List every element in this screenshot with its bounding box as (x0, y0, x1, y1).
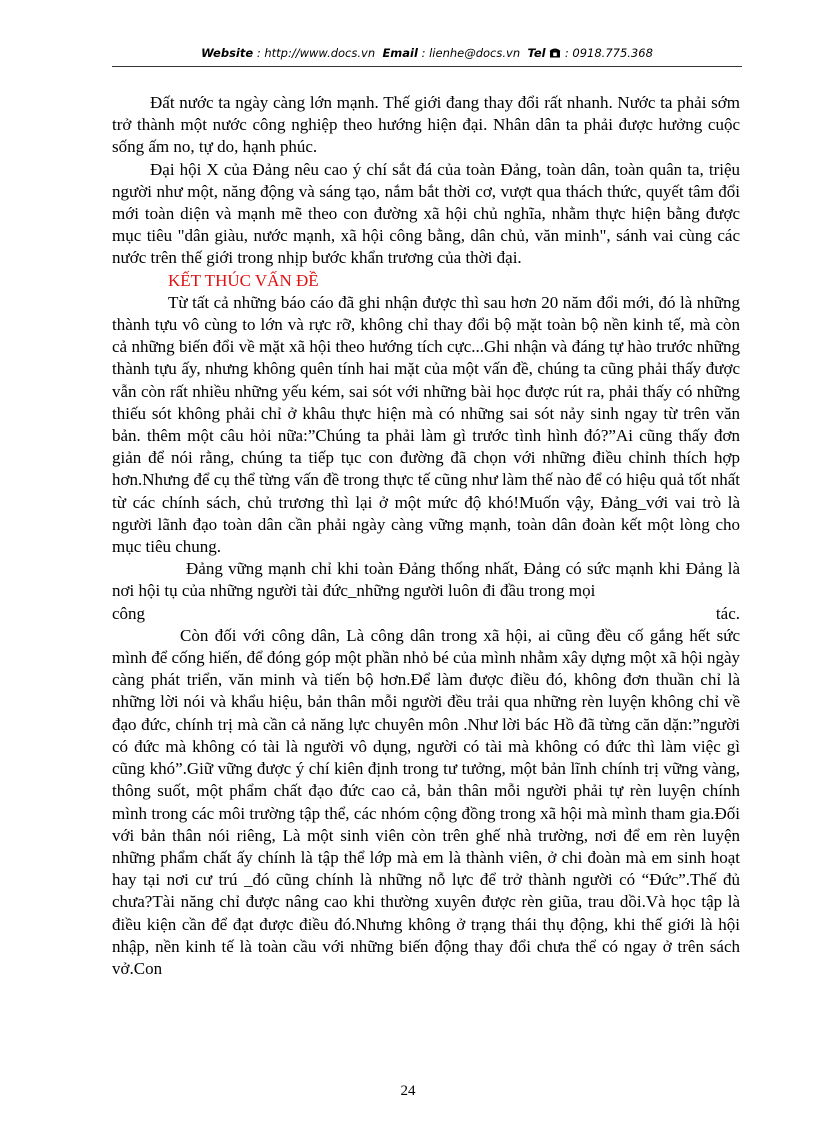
paragraph-4 (112, 558, 740, 602)
paragraph-2: Đại hội X của Đảng nêu cao ý chí sắt đá của toàn Đảng, toàn dân, toàn quân ta, triệu người như một, năng động và sáng tạo, nắm bắt thời cơ, vượt qua thách thức, quyết tâm đổi mới toàn diện và mạnh mẽ theo con đường xã hội chủ nghĩa, nhằm thực hiện bằng được mục tiêu "dân giàu, nước mạnh, xã hội công bằng, dân chủ, văn minh", sánh vai cùng các nước trên thế giới trong nhịp bước khẩn trương của thời đại. (112, 159, 740, 268)
page-number: 24 (400, 1083, 416, 1099)
email-label: Email (382, 46, 418, 60)
paragraph-4-last-line: công tác. (112, 603, 740, 623)
page-header (112, 46, 742, 60)
email-value: : lienhe@docs.vn (421, 46, 521, 60)
website-value: : http://www.docs.vn (256, 46, 376, 60)
tel-value: : 0918.775.368 (564, 46, 653, 60)
phone-icon (549, 46, 561, 60)
paragraph-4-text: Đảng vững mạnh chỉ khi toàn Đảng thống nhất, Đảng có sức mạnh khi Đảng là nơi hội tụ của những người tài đức_những người luôn đi đầu trong mọi (112, 559, 740, 601)
tel-label: Tel (527, 46, 546, 60)
website-label: Website (201, 46, 254, 60)
paragraph-3: Từ tất cả những báo cáo đã ghi nhận được thì sau hơn 20 năm đổi mới, đó là những thành tựu vô cùng to lớn và rực rỡ, không chỉ thay đổi bộ mặt toàn bộ nền kinh tế, mà còn cả những biến đổi về mặt xã hội theo hướng tích cực...Ghi nhận và đáng tự hào trước những thành tựu ấy, nhưng không quên tính hai mặt của một vấn đề, chúng ta cũng phải thấy được vẫn còn rất nhiều những yếu kém, sai sót với những bài học được rút ra, phải thấy có những thiếu sót không phải chỉ ở khâu thực hiện mà có những sai sót nảy sinh ngay từ trên văn bản. thêm một câu hỏi nữa:”Chúng ta phải làm gì trước tình hình đó?”Ai cũng thấy đơn giản để nói rằng, chúng ta tiếp tục con đường đã chọn với những điều chỉnh thích hợp hơn.Nhưng để cụ thể từng vấn đề trong thực tế cũng như làm thế nào để có hiệu quả tốt nhất từ các chính sách, chủ trương thì lại ở một mức độ khó!Muốn vậy, Đảng_với vai trò là người lãnh đạo toàn dân cần phải ngày càng vững mạnh, toàn dân đoàn kết một lòng cho mục tiêu chung. (112, 292, 740, 557)
section-heading: KẾT THÚC VẤN ĐỀ (168, 270, 319, 290)
paragraph-1: Đất nước ta ngày càng lớn mạnh. Thế giới đang thay đổi rất nhanh. Nước ta phải sớm trở thành một nước công nghiệp theo hướng hiện đại. Nhân dân ta phải được hưởng cuộc sống ấm no, tự do, hạnh phúc. (112, 93, 740, 157)
header-rule (112, 66, 742, 67)
paragraph-5: Còn đối với công dân, Là công dân trong xã hội, ai cũng đều cố gắng hết sức mình để cống hiến, để đóng góp một phần nhỏ bé của mình nhằm xây dựng một xã hội ngày càng phát triển, văn minh và tiến bộ hơn.Để làm được điều đó, không đơn thuần chỉ là những lời nói và khẩu hiệu, bản thân mỗi người đều trải qua những rèn luyện không chỉ về đạo đức, chính trị mà cần cả năng lực chuyên môn .Như lời bác Hồ đã từng căn dặn:”người có đức mà không có tài là người vô dụng, người có tài mà không có đức thì làm việc gì cũng khó”.Giữ vững được ý chí kiên định trong tư tưởng, một bản lĩnh chính trị vững vàng, thông suốt, một phẩm chất đạo đức cao cả, bản thân mỗi người phải tự rèn luyện chính mình trong các môi trường tập thể, các nhóm cộng đồng trong xã hội mà mình tham gia.Đối với bản thân nói riêng, Là một sinh viên còn trên ghế nhà trường, nơi để em rèn luyện những phẩm chất ấy chính là tập thể lớp mà em là thành viên, ở chi đoàn mà em sinh hoạt hay tại nơi cư trú _đó cũng chính là những nỗ lực để trở thành người có “Đức”.Thế đủ chưa?Tài năng chỉ được nâng cao khi thường xuyên được rèn giũa, trau dồi.Và học tập là điều kiện cần để đạt được điều đó.Nhưng không ở trạng thái thụ động, khi thế giới là hội nhập, nền kinh tế là toàn cầu với những biến động thay đổi chưa thể có ngay ở trên sách vở.Con (112, 625, 740, 978)
document-body (112, 92, 740, 980)
